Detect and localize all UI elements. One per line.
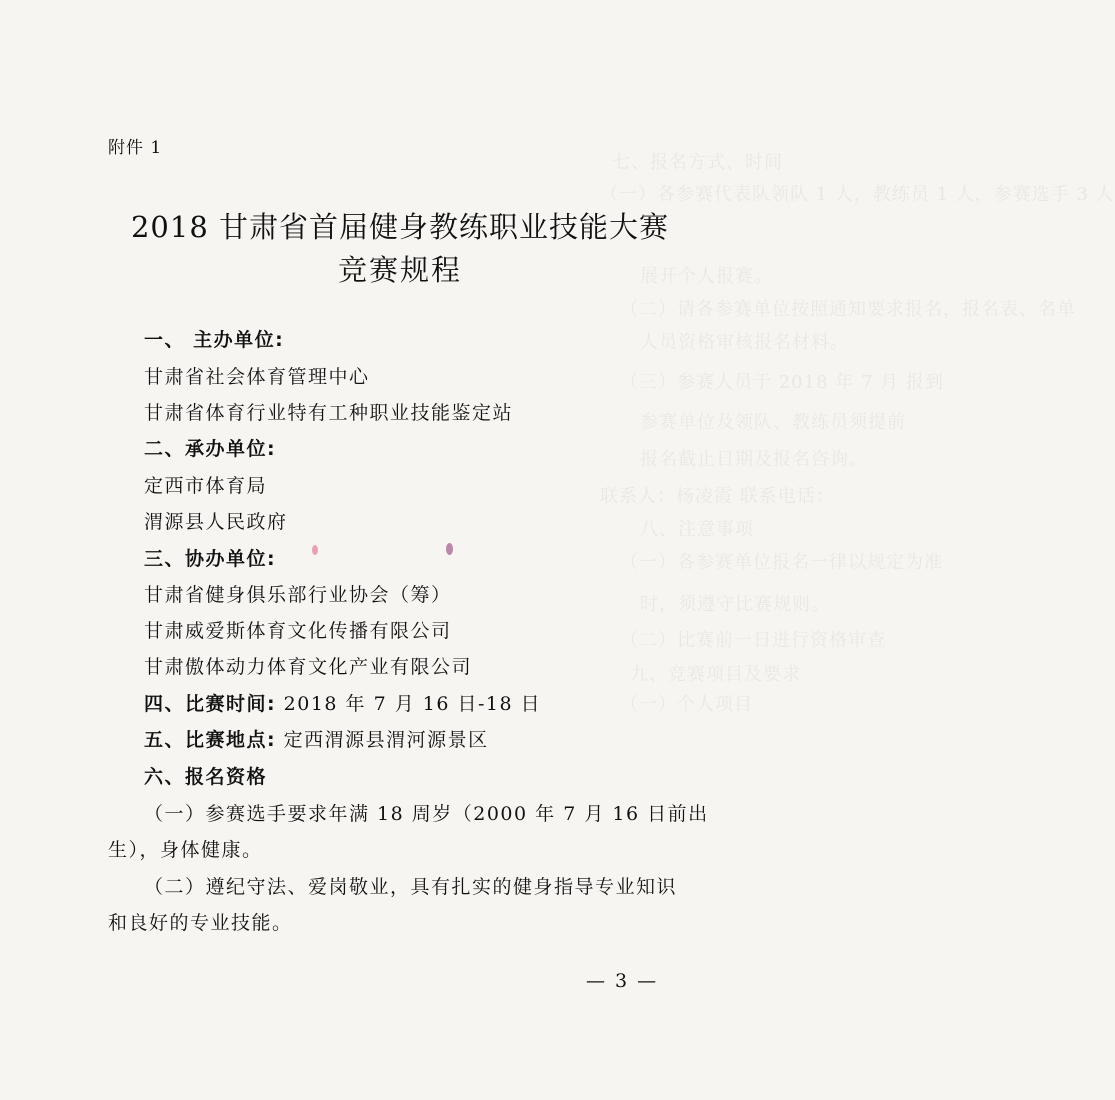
eligibility-item-2-line-1: （二）遵纪守法、爱岗敬业，具有扎实的健身指导专业知识 — [144, 876, 678, 898]
section-organizer-heading: 一、 主办单位: — [144, 329, 285, 351]
document-subtitle: 竞赛规程 — [337, 253, 462, 287]
section-host-heading: 二、承办单位: — [144, 438, 277, 460]
co-organizer-item: 甘肃省健身俱乐部行业协会（筹） — [144, 584, 452, 606]
eligibility-item-1-line-2: 生），身体健康。 — [108, 839, 263, 861]
eligibility-item-2-line-2: 和良好的专业技能。 — [108, 912, 293, 934]
section-time-heading: 四、比赛时间: — [144, 693, 277, 715]
host-item: 定西市体育局 — [144, 475, 268, 497]
page-number: — 3 — — [586, 970, 659, 992]
ink-smudge — [312, 545, 318, 555]
co-organizer-item: 甘肃傲体动力体育文化产业有限公司 — [144, 656, 473, 678]
section-venue — [144, 725, 489, 752]
attachment-label: 附件 1 — [108, 138, 163, 158]
ink-smudge — [446, 543, 453, 555]
document-title: 2018 甘肃省首届健身教练职业技能大赛 — [130, 210, 670, 244]
section-venue-heading: 五、比赛地点: — [144, 729, 277, 751]
section-eligibility-heading: 六、报名资格 — [144, 766, 268, 788]
section-time — [144, 689, 541, 716]
section-time-value: 2018 年 7 月 16 日-18 日 — [283, 693, 542, 715]
bleed-through-texture: 七、报名方式、时间 （一）各参赛代表队领队 1 人，教练员 1 人，参赛选手 3 人 展开个人报赛。 （二）请各参赛单位按照通知要求报名，报名表、名单 人员资格审核报名材料。 （三）参赛人员于 2018 年 7 月 报到 参赛单位及领队、教练员须提前 报名截止日期及报名咨询。 联系人：杨凌霞 联系电话： 八、注意事项 （一）各参赛单位报名一律以规定为准 时，须遵守比赛规则。 （二）比赛前一日进行资格审查 九、竞赛项目及要求 （一）个人项目 — [600, 152, 1115, 715]
co-organizer-item: 甘肃威爱斯体育文化传播有限公司 — [144, 620, 452, 642]
section-venue-value: 定西渭源县渭河源景区 — [283, 729, 489, 751]
organizer-item: 甘肃省体育行业特有工种职业技能鉴定站 — [144, 402, 514, 424]
organizer-item: 甘肃省社会体育管理中心 — [144, 366, 370, 388]
eligibility-item-1-line-1: （一）参赛选手要求年满 18 周岁（2000 年 7 月 16 日前出 — [144, 803, 709, 825]
section-co-organizer-heading: 三、协办单位: — [144, 548, 277, 570]
host-item: 渭源县人民政府 — [144, 511, 288, 533]
